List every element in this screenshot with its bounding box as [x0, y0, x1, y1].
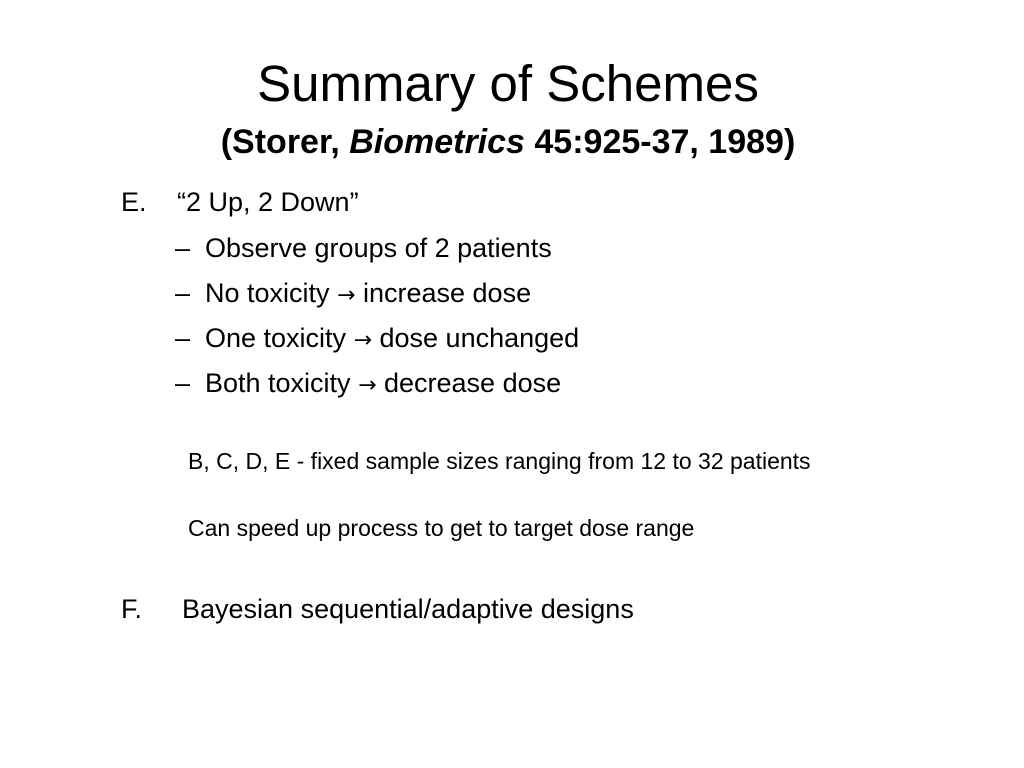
subitem-both-toxicity — [205, 365, 561, 404]
item-e-marker: E. — [121, 187, 147, 217]
item-f-marker: F. — [121, 594, 143, 624]
subitem-no-toxicity — [205, 275, 531, 314]
subtitle-open: (Storer, — [220, 123, 350, 161]
subitem-post: increase dose — [355, 278, 532, 308]
subitem-observe-groups: Observe groups of 2 patients — [205, 233, 552, 263]
subitem-post: decrease dose — [376, 368, 562, 398]
slide-title: Summary of Schemes — [257, 55, 759, 112]
subitem-dash: – — [175, 368, 191, 398]
item-f-text: Bayesian sequential/adaptive designs — [182, 594, 634, 624]
subitem-one-toxicity — [205, 320, 579, 359]
right-arrow-icon: → — [358, 373, 377, 398]
right-arrow-icon: → — [337, 283, 356, 308]
subitem-pre: One toxicity — [205, 323, 354, 353]
note-speed-up: Can speed up process to get to target dose range — [188, 515, 695, 541]
subitem-dash: – — [175, 278, 191, 308]
subitem-post: dose unchanged — [372, 323, 580, 353]
subitem-pre: Both toxicity — [205, 368, 359, 398]
subitem-dash: – — [175, 323, 191, 353]
subitem-pre: No toxicity — [205, 278, 338, 308]
subtitle-journal: Biometrics — [349, 123, 525, 161]
slide-subtitle — [0, 118, 1016, 166]
subitem-dash: – — [175, 233, 191, 263]
note-fixed-sample-sizes: B, C, D, E - fixed sample sizes ranging from 12 to 32 patients — [188, 448, 811, 474]
right-arrow-icon: → — [353, 328, 372, 353]
subtitle-rest: 45:925-37, 1989) — [524, 123, 796, 161]
item-e-text: “2 Up, 2 Down” — [177, 187, 359, 217]
